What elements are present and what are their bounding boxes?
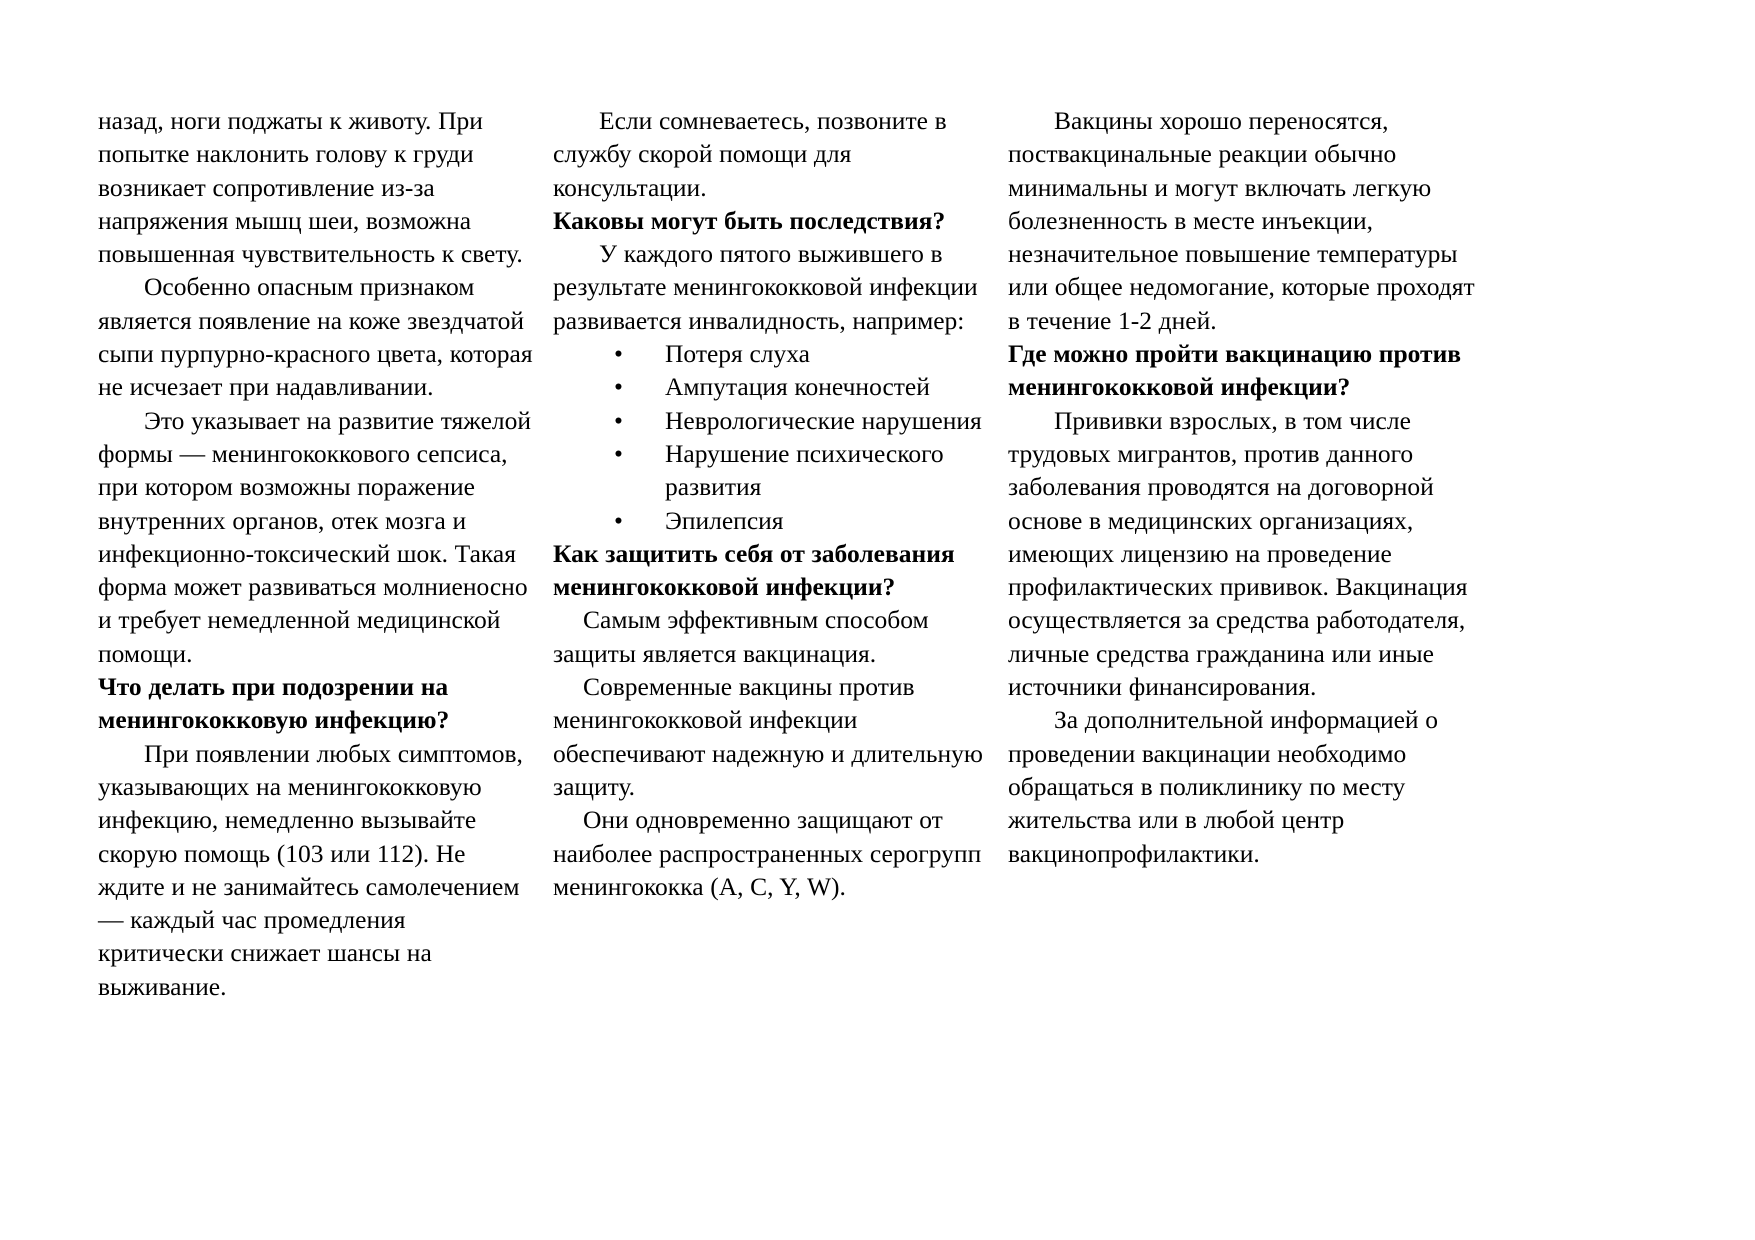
- list-item: [553, 437, 991, 504]
- section-heading: Где можно пройти вакцинацию против менингококковой инфекции?: [1008, 339, 1462, 402]
- list-item: [553, 370, 991, 403]
- paragraph: Вакцины хорошо переносятся, поствакцинальные реакции обычно минимальны и могут включать легкую болезненность в месте инъекции, незначительное повышение температуры или общее недомогание, которые проходят в течение 1-2 дней.: [1008, 106, 1475, 335]
- paragraph: У каждого пятого выжившего в результате менингококковой инфекции развивается инвалидность, например:: [553, 239, 978, 335]
- paragraph: Если сомневаетесь, позвоните в службу скорой помощи для консультации.: [553, 106, 947, 202]
- three-column-layout: [98, 104, 1498, 1003]
- paragraph: Прививки взрослых, в том числе трудовых мигрантов, против данного заболевания проводятся на договорной основе в медицинских организациях, имеющих лицензию на проведение профилактических прививок. Вакцинация осуществляется за средства работодателя, личные средства гражданина или иные источники финансирования.: [1008, 405, 1468, 702]
- list-item-label: Ампутация конечностей: [665, 372, 930, 402]
- bullet-icon: •: [614, 505, 623, 535]
- text-column-3: [1008, 104, 1480, 870]
- section-heading: Как защитить себя от заболевания менингококковой инфекции?: [553, 538, 955, 602]
- section-heading: Что делать при подозрении на менингококковую инфекцию?: [98, 672, 450, 735]
- list-item-label: Эпилепсия: [665, 505, 784, 535]
- paragraph: Особенно опасным признаком является появление на коже звездчатой сыпи пурпурно-красного цвета, которая не исчезает при надавливании.: [98, 272, 533, 402]
- paragraph: Они одновременно защищают от наиболее распространенных серогрупп менингококка (A, C, Y, W).: [553, 805, 982, 901]
- paragraph: При появлении любых симптомов, указывающих на менингококковую инфекцию, немедленно вызывайте скорую помощь (103 или 112). Не ждите и не занимайтесь самолечением — каждый час промедления критически снижает шансы на выживание.: [98, 738, 523, 1001]
- paragraph: назад, ноги поджаты к животу. При попытке наклонить голову к груди возникает сопротивление из-за напряжения мышц шеи, возможна повышенная чувствительность к свету.: [98, 106, 523, 269]
- list-item-label: Потеря слуха: [665, 339, 810, 369]
- list-item: [553, 504, 991, 537]
- paragraph: Самым эффективным способом защиты является вакцинация.: [553, 605, 929, 668]
- text-column-1: [98, 104, 553, 1003]
- section-heading: Каковы могут быть последствия?: [553, 205, 946, 235]
- list-item: [553, 337, 991, 370]
- paragraph: За дополнительной информацией о проведении вакцинации необходимо обращаться в поликлинику по месту жительства или в любой центр вакцинопрофилактики.: [1008, 705, 1438, 868]
- paragraph: Современные вакцины против менингококковой инфекции обеспечивают надежную и длительную защиту.: [553, 672, 983, 801]
- bullet-icon: •: [614, 372, 623, 402]
- bullet-icon: •: [614, 438, 623, 468]
- list-item-label: Неврологические нарушения: [665, 405, 982, 435]
- paragraph: Это указывает на развитие тяжелой формы — менингококкового сепсиса, при котором возможны поражение внутренних органов, отек мозга и инфекционно-токсический шок. Такая форма может развиваться молниеносно и требует немедленной медицинской помощи.: [98, 405, 532, 668]
- list-item: [553, 404, 991, 437]
- consequences-list: [553, 337, 991, 537]
- list-item-label: Нарушение психического развития: [665, 438, 944, 502]
- text-column-2: [553, 104, 1008, 903]
- bullet-icon: •: [614, 339, 623, 369]
- bullet-icon: •: [614, 405, 623, 435]
